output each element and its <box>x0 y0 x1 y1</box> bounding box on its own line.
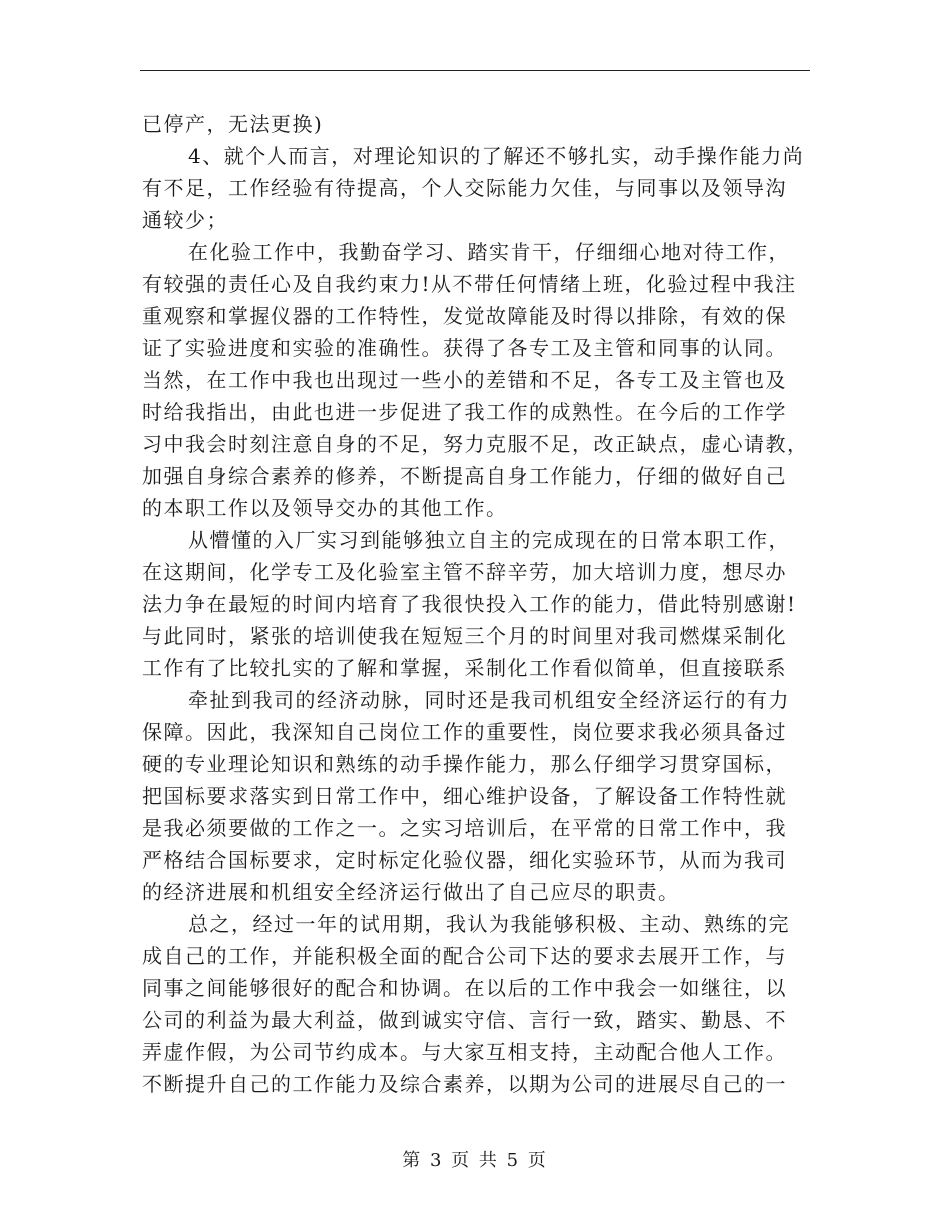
text-line: 时给我指出，由此也进一步促进了我工作的成熟性。在今后的工作学 <box>142 400 787 424</box>
text-line: 把国标要求落实到日常工作中，细心维护设备，了解设备工作特性就 <box>142 784 787 808</box>
document-body <box>142 108 810 1100</box>
text-line: 的经济进展和机组安全经济运行做出了自己应尽的职责。 <box>142 880 680 904</box>
text-line: 成自己的工作，并能积极全面的配合公司下达的要求去展开工作，与 <box>142 944 787 968</box>
page-number-footer: 第 3 页 共 5 页 <box>402 1150 548 1171</box>
text-line: 证了实验进度和实验的准确性。获得了各专工及主管和同事的认同。 <box>142 336 787 360</box>
text-line: 加强自身综合素养的修养，不断提高自身工作能力，仔细的做好自己 <box>142 464 787 488</box>
text-line: 已停产，无法更换) <box>142 112 324 136</box>
text-line: 4、就个人而言，对理论知识的了解还不够扎实，动手操作能力尚 <box>188 144 805 168</box>
text-line: 有较强的责任心及自我约束力!从不带任何情绪上班，化验过程中我注 <box>142 272 797 296</box>
text-line: 同事之间能够很好的配合和协调。在以后的工作中我会一如继往，以 <box>142 976 787 1000</box>
text-line: 的本职工作以及领导交办的其他工作。 <box>142 496 508 520</box>
text-line: 与此同时，紧张的培训使我在短短三个月的时间里对我司燃煤采制化 <box>142 624 787 648</box>
text-line: 不断提升自己的工作能力及综合素养，以期为公司的进展尽自己的一 <box>142 1072 787 1096</box>
text-line: 重观察和掌握仪器的工作特性，发觉故障能及时得以排除，有效的保 <box>142 304 787 328</box>
text-line: 当然，在工作中我也出现过一些小的差错和不足，各专工及主管也及 <box>142 368 787 392</box>
text-line: 法力争在最短的时间内培育了我很快投入工作的能力，借此特别感谢! <box>142 592 797 616</box>
header-rule <box>140 70 810 71</box>
text-line: 严格结合国标要求，定时标定化验仪器，细化实验环节，从而为我司 <box>142 848 787 872</box>
text-line: 工作有了比较扎实的了解和掌握，采制化工作看似简单，但直接联系 <box>142 656 787 680</box>
text-line: 总之，经过一年的试用期，我认为我能够积极、主动、熟练的完 <box>188 912 790 936</box>
text-line: 牵扯到我司的经济动脉，同时还是我司机组安全经济运行的有力 <box>188 688 790 712</box>
text-line: 保障。因此，我深知自己岗位工作的重要性，岗位要求我必须具备过 <box>142 720 787 744</box>
text-line: 从懵懂的入厂实习到能够独立自主的完成现在的日常本职工作， <box>188 528 790 552</box>
text-line: 习中我会时刻注意自身的不足，努力克服不足，改正缺点，虚心请教， <box>142 432 809 456</box>
text-line: 有不足，工作经验有待提高，个人交际能力欠佳，与同事以及领导沟 <box>142 176 787 200</box>
text-line: 硬的专业理论知识和熟练的动手操作能力，那么仔细学习贯穿国标， <box>142 752 787 776</box>
text-line: 在这期间，化学专工及化验室主管不辞辛劳，加大培训力度，想尽办 <box>142 560 787 584</box>
text-line: 通较少； <box>142 208 228 232</box>
text-line: 弄虚作假，为公司节约成本。与大家互相支持，主动配合他人工作。 <box>142 1040 787 1064</box>
text-line: 是我必须要做的工作之一。之实习培训后，在平常的日常工作中，我 <box>142 816 787 840</box>
text-line: 公司的利益为最大利益，做到诚实守信、言行一致，踏实、勤恳、不 <box>142 1008 787 1032</box>
text-line: 在化验工作中，我勤奋学习、踏实肯干，仔细细心地对待工作， <box>188 240 790 264</box>
